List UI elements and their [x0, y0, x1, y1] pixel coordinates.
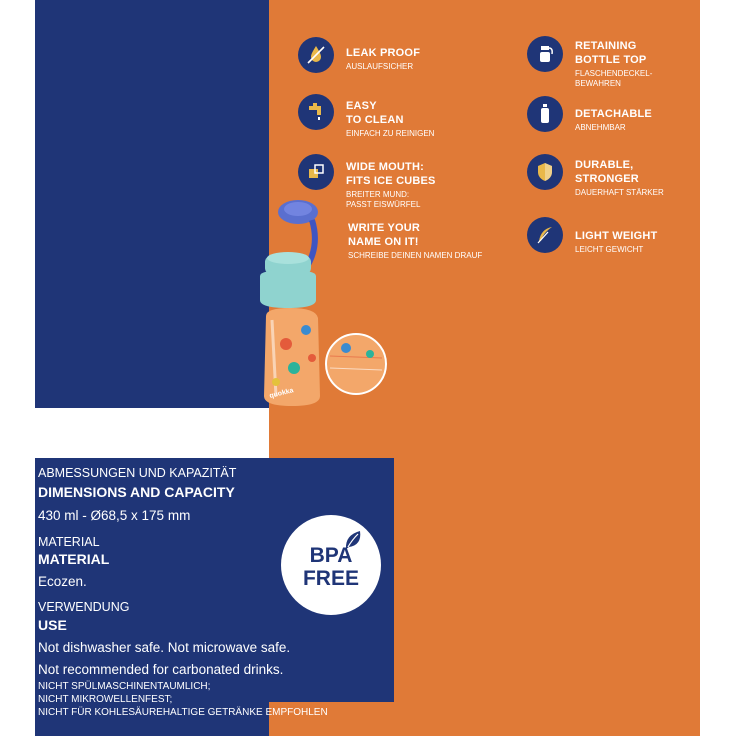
material-label-de: MATERIAL: [38, 535, 100, 549]
usage-de-line-3: NICHT FÜR KOHLESÄUREHALTIGE GETRÄNKE EMPFOHLEN: [38, 707, 328, 718]
feature-detachable: [527, 96, 652, 133]
feather-icon: [527, 217, 563, 253]
bottle-brand: quokka: [268, 387, 295, 400]
feature-title: DETACHABLE: [575, 108, 652, 120]
feature-title: EASY TO CLEAN: [346, 100, 404, 126]
usage-line-2: Not recommended for carbonated drinks.: [38, 662, 284, 677]
dimensions-label-en: DIMENSIONS AND CAPACITY: [38, 484, 235, 500]
feature-subtitle: LEICHT GEWICHT: [575, 245, 644, 254]
material-value: Ecozen.: [38, 574, 87, 589]
drop-icon: [298, 37, 334, 73]
faucet-icon: [298, 94, 334, 130]
feature-subtitle: FLASCHENDECKEL- BEWAHREN: [575, 69, 653, 88]
dimensions-label-de: ABMESSUNGEN UND KAPAZITÄT: [38, 466, 237, 480]
shield-icon: [527, 154, 563, 190]
feature-subtitle: BREITER MUND: PASST EISWÜRFEL: [346, 190, 421, 209]
feature-easy-to-clean: [298, 94, 434, 139]
feature-title: LIGHT WEIGHT: [575, 230, 658, 242]
feature-subtitle: DAUERHAFT STÄRKER: [575, 188, 664, 197]
bottle-icon: [527, 96, 563, 132]
feature-subtitle: EINFACH ZU REINIGEN: [346, 129, 435, 138]
feature-retaining-top: [527, 36, 652, 89]
feature-title: DURABLE, STRONGER: [575, 159, 639, 185]
usage-de-line-1: NICHT SPÜLMASCHINENTAUMLICH;: [38, 681, 211, 692]
usage-line-1: Not dishwasher safe. Not microwave safe.: [38, 640, 291, 655]
ice-cube-icon: [298, 154, 334, 190]
feature-subtitle: ABNEHMBAR: [575, 123, 626, 132]
badge-line-2: FREE: [302, 567, 359, 590]
feature-title: WRITE YOUR NAME ON IT!: [348, 222, 421, 248]
feature-subtitle: AUSLAUFSICHER: [346, 62, 414, 71]
usage-label-de: VERWENDUNG: [38, 600, 130, 614]
usage-label-en: USE: [38, 617, 67, 633]
feature-title: LEAK PROOF: [346, 47, 421, 59]
feature-leak-proof: [298, 37, 420, 73]
dimensions-value: 430 ml - Ø68,5 x 175 mm: [38, 508, 191, 523]
feature-title: RETAINING BOTTLE TOP: [575, 40, 647, 66]
material-label-en: MATERIAL: [38, 551, 110, 567]
blue-panel: [35, 0, 269, 408]
zoom-detail-circle: [326, 334, 386, 394]
feature-title: WIDE MOUTH: FITS ICE CUBES: [346, 161, 436, 187]
feature-light-weight: [527, 217, 657, 255]
bottle-illustration: [250, 196, 390, 411]
feature-durable: [527, 154, 664, 198]
bpa-free-badge: [281, 515, 381, 615]
usage-de-line-2: NICHT MIKROWELLENFEST;: [38, 694, 173, 705]
feature-subtitle: SCHREIBE DEINEN NAMEN DRAUF: [348, 251, 483, 260]
bottle-top-icon: [527, 36, 563, 72]
badge-line-1: BPA: [309, 544, 353, 567]
